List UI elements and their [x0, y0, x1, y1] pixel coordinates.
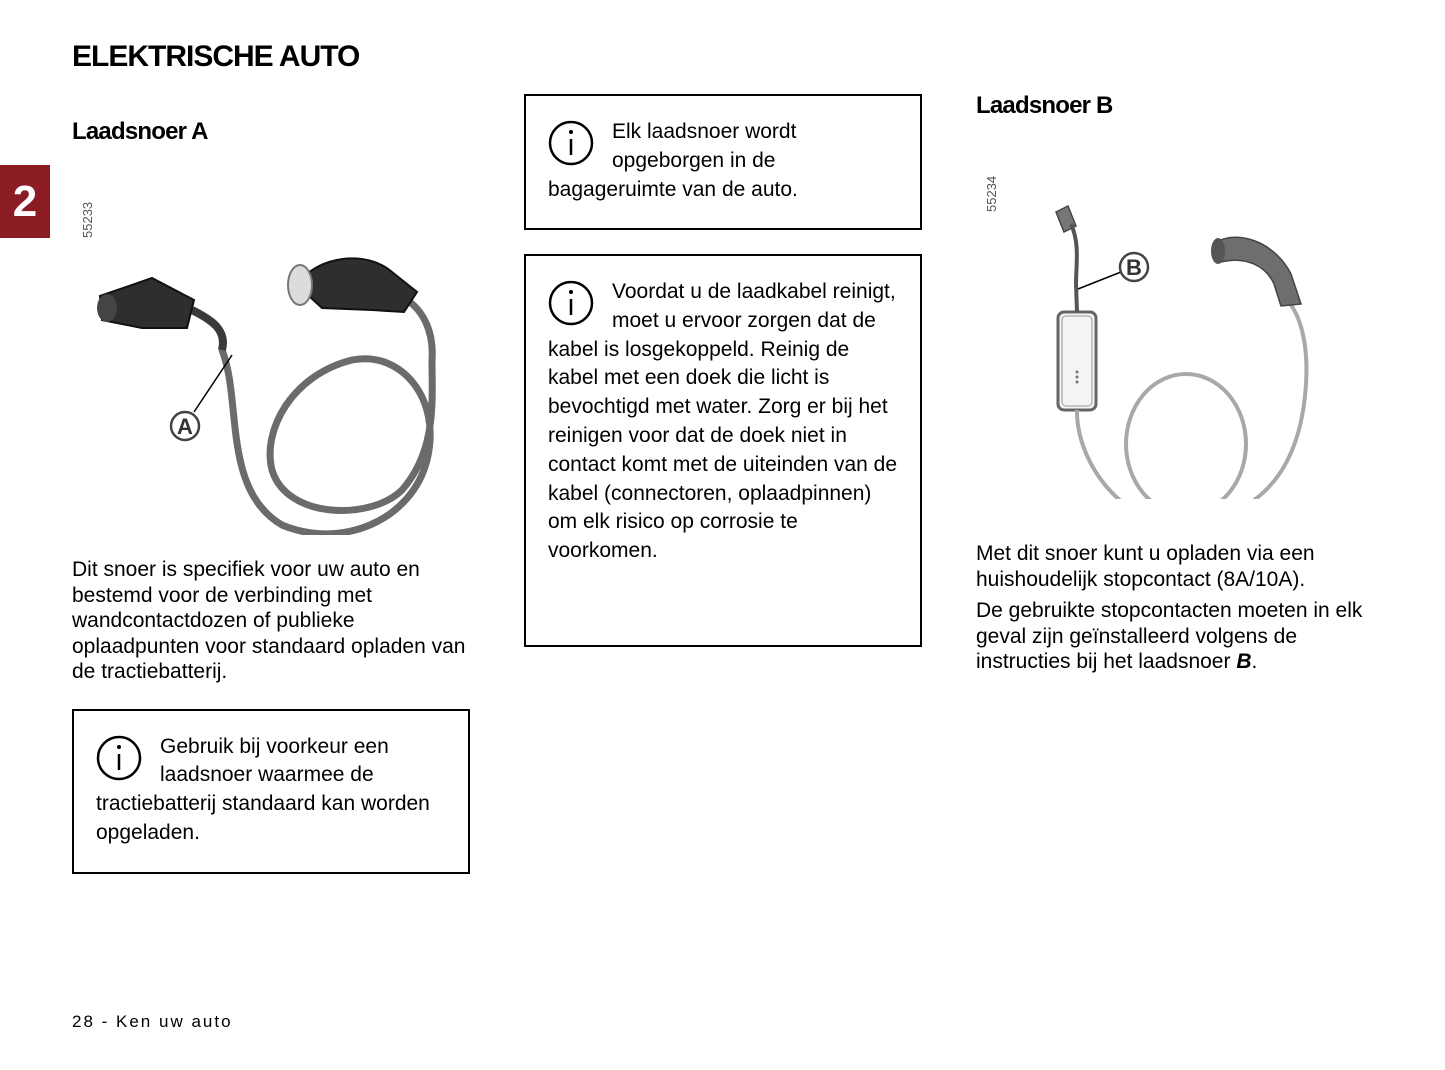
- note-text-preferred-cable: Gebruik bij voorkeur een laadsnoer waarmee de tractiebatterij standaard kan worden opgeladen.: [96, 734, 430, 844]
- laadsnoer-b-installation: [976, 598, 1376, 675]
- callout-b: B: [1126, 255, 1142, 280]
- callout-a: A: [177, 414, 193, 439]
- installation-suffix: .: [1251, 650, 1258, 673]
- heading-laadsnoer-b: Laadsnoer B: [976, 92, 1113, 119]
- charging-cable-a-illustration: [72, 160, 472, 535]
- info-icon: [548, 120, 594, 166]
- note-text-storage: Elk laadsnoer wordt opgeborgen in de bagageruimte van de auto.: [548, 120, 798, 201]
- installation-bold-b: B: [1236, 650, 1252, 673]
- note-box-cleaning: [524, 254, 922, 647]
- note-box-preferred-cable: [72, 709, 470, 874]
- info-icon: [96, 735, 142, 781]
- note-box-storage: [524, 94, 922, 230]
- page-title: ELEKTRISCHE AUTO: [72, 40, 360, 73]
- figure-ref-55234: 55234: [984, 175, 999, 212]
- column-notes: [524, 94, 922, 647]
- installation-text: De gebruikte stopcontacten moeten in elk geval zijn geïnstalleerd volgens de instructies bij het laadsnoer: [976, 599, 1363, 673]
- heading-laadsnoer-a: Laadsnoer A: [72, 118, 208, 145]
- column-laadsnoer-b: [976, 92, 1376, 675]
- charging-cable-b-illustration: [976, 134, 1376, 499]
- info-icon: [548, 280, 594, 326]
- figure-laadsnoer-a: [72, 160, 472, 535]
- laadsnoer-b-description: Met dit snoer kunt u opladen via een huishoudelijk stopcontact (8A/10A).: [976, 542, 1315, 591]
- page-footer: 28 - Ken uw auto: [72, 1012, 233, 1031]
- laadsnoer-a-description: Dit snoer is specifiek voor uw auto en bestemd voor de verbinding met wandcontactdozen of publieke oplaadpunten voor standaard opladen van de tractiebatterij.: [72, 558, 466, 683]
- chapter-tab: 2: [0, 165, 50, 238]
- figure-laadsnoer-b: [976, 134, 1376, 499]
- note-text-cleaning: Voordat u de laadkabel reinigt, moet u ervoor zorgen dat de kabel is losgekoppeld. Reinig de kabel met een doek die licht is bevochtigd met water. Zorg er bij het reinigen voor dat de doek niet in contact komt met de uiteinden van de kabel (connectoren, oplaadpinnen) om elk risico op corrosie te voorkomen.: [548, 280, 898, 563]
- figure-ref-55233: 55233: [80, 201, 95, 238]
- column-laadsnoer-a: [72, 118, 472, 874]
